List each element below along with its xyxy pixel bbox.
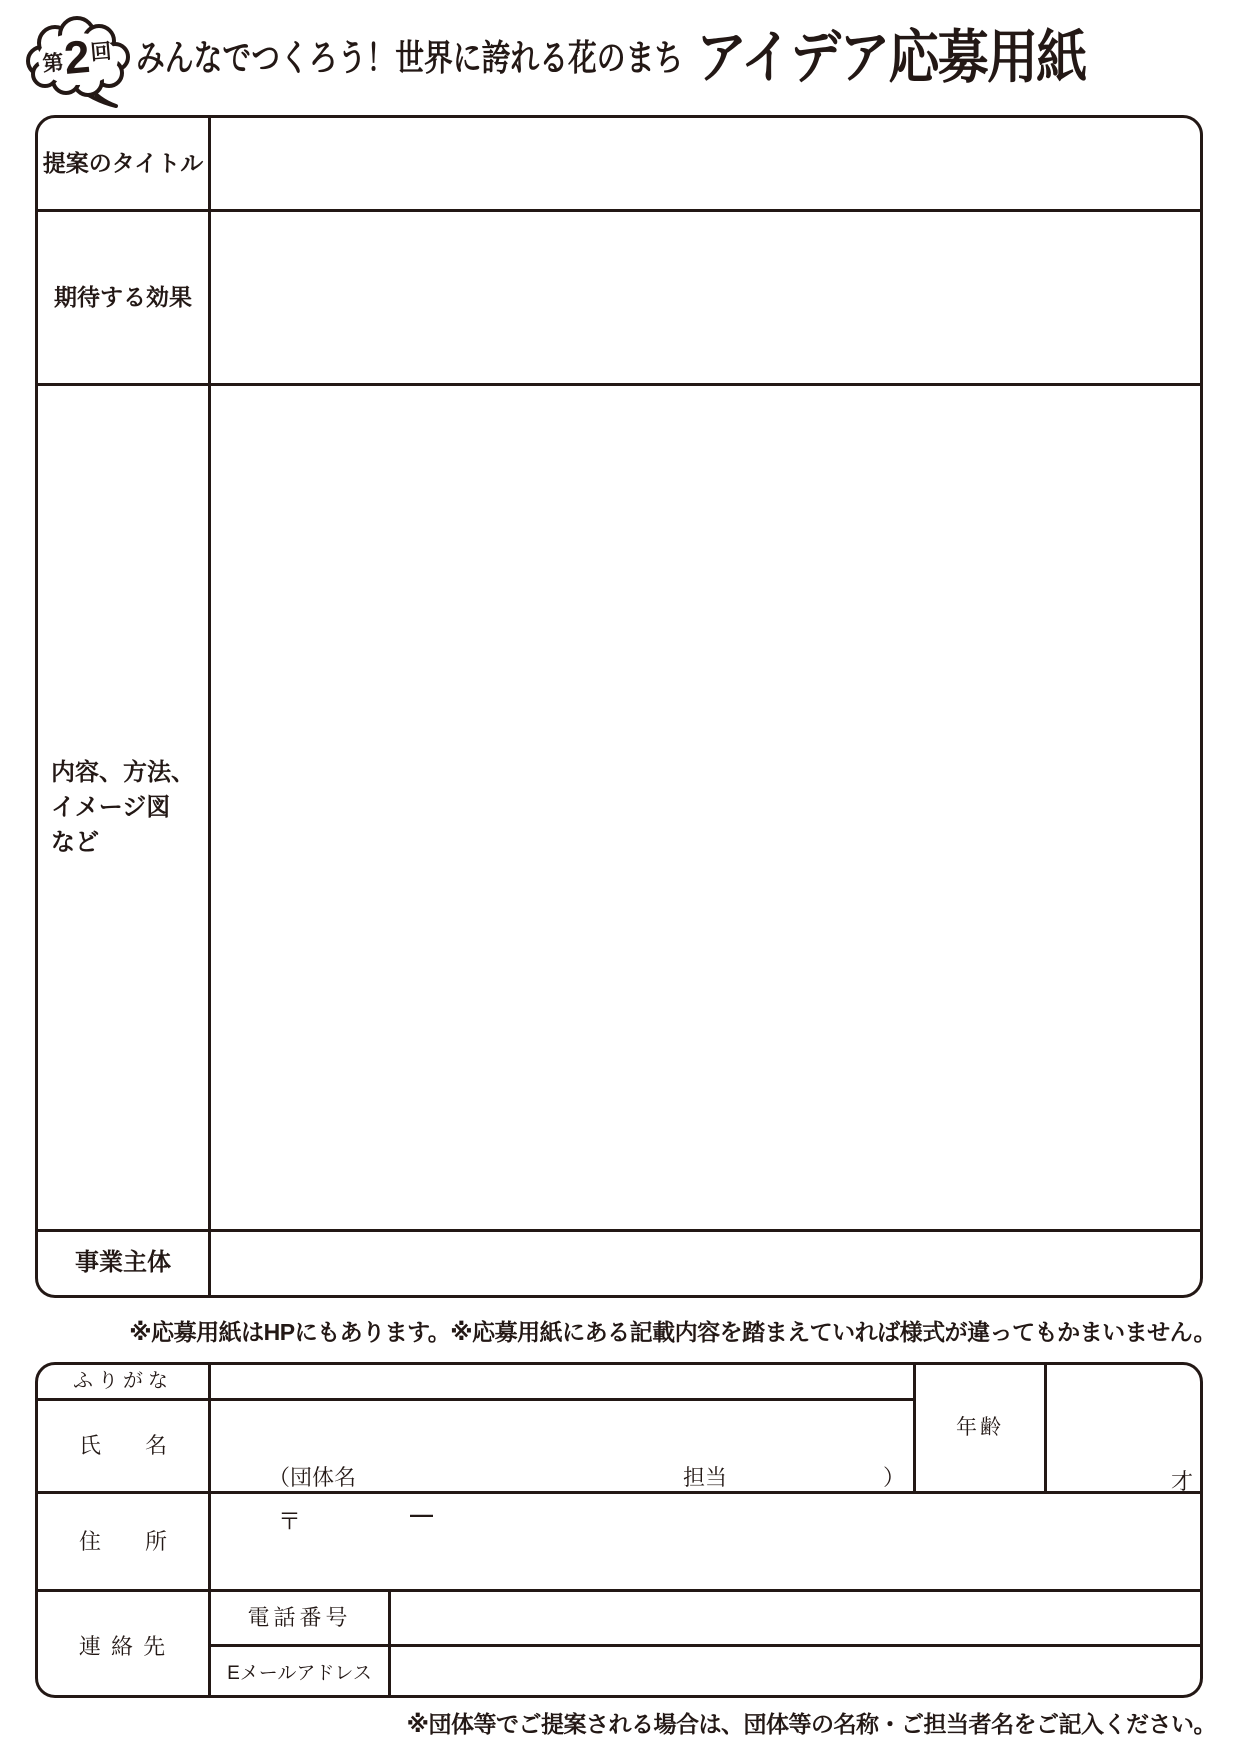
content-method-label-line3: など (51, 829, 99, 856)
page-title: アイデア応募用紙 (696, 25, 1086, 90)
proposal-title-field[interactable] (211, 118, 1200, 209)
contact-label: 連 絡 先 (78, 1633, 168, 1659)
name-label: 氏 名 (78, 1433, 167, 1459)
applicant-table (35, 1362, 1203, 1698)
age-unit-label: 才 (1171, 1469, 1194, 1494)
group-name-label: （団体名 (268, 1465, 357, 1490)
campaign-subtitle: みんなでつくろう！世界に誇れる花のまち (136, 37, 684, 78)
round-badge (24, 16, 134, 108)
expected-effect-label: 期待する効果 (54, 283, 192, 310)
badge-prefix: 第 (41, 51, 65, 76)
group-entry-note: ※団体等でご提案される場合は、団体等の名称・ご担当者名をご記入ください。 (406, 1711, 1216, 1737)
badge-suffix: 回 (89, 40, 113, 65)
content-method-label-line2: イメージ図 (51, 794, 171, 821)
content-method-label-line1: 内容、方法、 (51, 759, 195, 786)
postal-mark: 〒 (278, 1508, 301, 1534)
badge-number: 2 (61, 29, 93, 85)
phone-label: 電話番号 (247, 1605, 352, 1631)
group-contact-person-label: 担当 (683, 1465, 728, 1490)
age-label: 年齢 (956, 1415, 1004, 1439)
postal-dash: — (410, 1501, 433, 1527)
proposal-title-label: 提案のタイトル (42, 149, 204, 176)
business-entity-field[interactable] (211, 1232, 1200, 1294)
email-label: Eメールアドレス (227, 1663, 372, 1685)
address-label: 住 所 (78, 1528, 167, 1554)
business-entity-label: 事業主体 (75, 1248, 171, 1276)
expected-effect-field[interactable] (211, 212, 1200, 383)
phone-field[interactable] (391, 1592, 1200, 1644)
content-method-label (38, 386, 208, 1229)
group-close-paren: ） (883, 1465, 906, 1490)
name-field[interactable] (211, 1401, 913, 1458)
content-method-field[interactable] (211, 386, 1200, 1229)
age-field[interactable] (1047, 1365, 1202, 1461)
address-field[interactable] (211, 1494, 1200, 1589)
email-field[interactable] (391, 1647, 1200, 1701)
badge-text (27, 22, 126, 92)
furigana-field[interactable] (211, 1365, 913, 1398)
idea-table (35, 115, 1203, 1298)
furigana-label: ふりがな (73, 1370, 173, 1392)
form-availability-note: ※応募用紙はHPにもあります。※応募用紙にある記載内容を踏まえていれば様式が違ってもかまいません。 (129, 1319, 1216, 1345)
